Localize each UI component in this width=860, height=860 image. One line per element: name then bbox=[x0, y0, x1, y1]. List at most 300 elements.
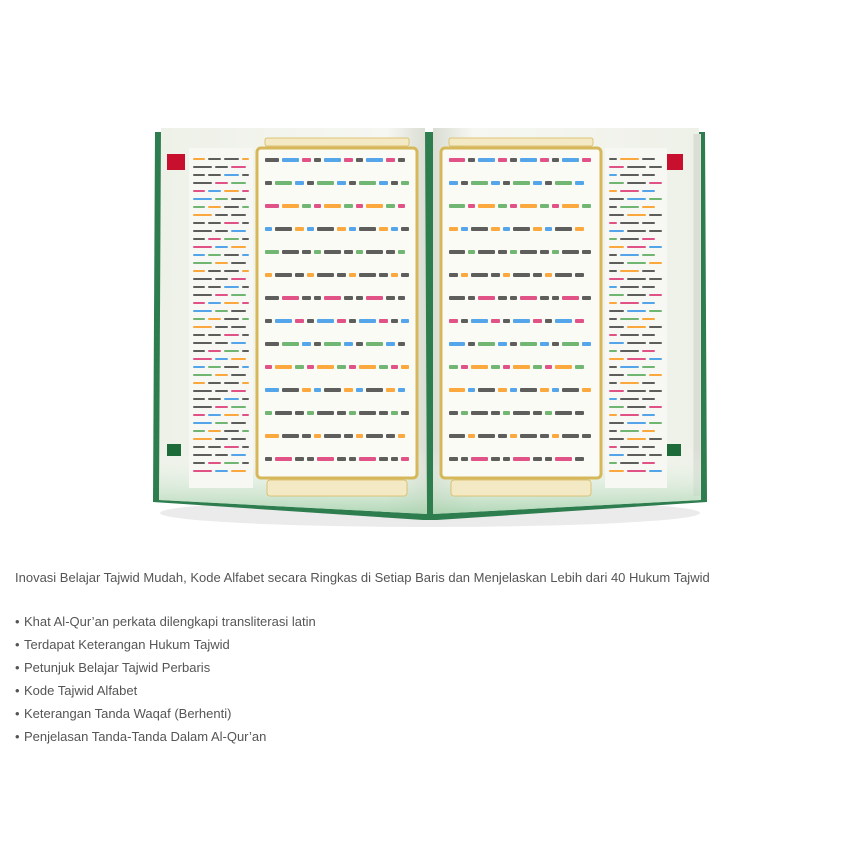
text-stroke bbox=[302, 434, 311, 438]
text-stroke bbox=[242, 334, 249, 336]
text-stroke bbox=[510, 204, 517, 208]
text-stroke bbox=[208, 254, 221, 256]
feature-text: Terdapat Keterangan Hukum Tajwid bbox=[24, 637, 230, 652]
text-stroke bbox=[533, 319, 542, 323]
text-stroke bbox=[242, 318, 249, 320]
text-stroke bbox=[307, 181, 314, 185]
text-stroke bbox=[314, 388, 321, 392]
text-stroke bbox=[620, 158, 639, 160]
text-stroke bbox=[555, 181, 572, 185]
text-stroke bbox=[193, 158, 205, 160]
text-stroke bbox=[582, 158, 591, 162]
text-stroke bbox=[649, 470, 662, 472]
text-stroke bbox=[366, 388, 383, 392]
text-stroke bbox=[609, 454, 624, 456]
text-stroke bbox=[302, 342, 311, 346]
text-stroke bbox=[540, 388, 549, 392]
text-stroke bbox=[627, 230, 646, 232]
text-stroke bbox=[193, 198, 212, 200]
text-stroke bbox=[193, 222, 205, 224]
text-stroke bbox=[609, 342, 624, 344]
text-stroke bbox=[627, 310, 646, 312]
text-stroke bbox=[215, 198, 228, 200]
text-stroke bbox=[307, 319, 314, 323]
text-stroke bbox=[520, 204, 537, 208]
text-stroke bbox=[242, 270, 249, 272]
text-stroke bbox=[491, 181, 500, 185]
text-stroke bbox=[265, 227, 272, 231]
text-stroke bbox=[649, 262, 662, 264]
text-stroke bbox=[513, 365, 530, 369]
text-stroke bbox=[642, 270, 655, 272]
text-stroke bbox=[609, 334, 617, 336]
text-stroke bbox=[242, 286, 249, 288]
text-stroke bbox=[337, 411, 346, 415]
text-stroke bbox=[208, 462, 221, 464]
text-stroke bbox=[620, 350, 639, 352]
text-stroke bbox=[349, 319, 356, 323]
text-stroke bbox=[242, 206, 249, 208]
text-stroke bbox=[302, 296, 311, 300]
text-stroke bbox=[215, 422, 228, 424]
text-stroke bbox=[307, 365, 314, 369]
text-stroke bbox=[208, 302, 221, 304]
text-stroke bbox=[208, 270, 221, 272]
text-stroke bbox=[208, 238, 221, 240]
text-stroke bbox=[468, 388, 475, 392]
feature-text: Penjelasan Tanda-Tanda Dalam Al-Qur’an bbox=[24, 729, 267, 744]
text-stroke bbox=[349, 457, 356, 461]
text-stroke bbox=[520, 434, 537, 438]
text-stroke bbox=[478, 296, 495, 300]
text-stroke bbox=[193, 446, 205, 448]
text-stroke bbox=[609, 310, 624, 312]
text-stroke bbox=[533, 365, 542, 369]
text-stroke bbox=[215, 438, 228, 440]
text-stroke bbox=[242, 382, 249, 384]
text-stroke bbox=[575, 181, 584, 185]
text-stroke bbox=[307, 227, 314, 231]
text-stroke bbox=[349, 411, 356, 415]
text-stroke bbox=[193, 366, 205, 368]
text-stroke bbox=[324, 250, 341, 254]
text-stroke bbox=[224, 158, 239, 160]
text-stroke bbox=[478, 434, 495, 438]
text-stroke bbox=[344, 388, 353, 392]
text-stroke bbox=[609, 438, 624, 440]
text-stroke bbox=[642, 430, 655, 432]
text-stroke bbox=[552, 250, 559, 254]
text-stroke bbox=[282, 204, 299, 208]
text-stroke bbox=[478, 388, 495, 392]
text-stroke bbox=[649, 438, 662, 440]
text-stroke bbox=[324, 204, 341, 208]
text-stroke bbox=[582, 250, 591, 254]
list-item bbox=[15, 660, 316, 683]
text-stroke bbox=[208, 366, 221, 368]
text-stroke bbox=[533, 457, 542, 461]
text-stroke bbox=[208, 398, 221, 400]
text-stroke bbox=[449, 273, 458, 277]
text-stroke bbox=[193, 358, 212, 360]
text-stroke bbox=[356, 296, 363, 300]
text-stroke bbox=[498, 342, 507, 346]
text-stroke bbox=[282, 250, 299, 254]
text-stroke bbox=[208, 334, 221, 336]
text-stroke bbox=[609, 278, 624, 280]
text-stroke bbox=[193, 390, 212, 392]
text-stroke bbox=[391, 365, 398, 369]
text-stroke bbox=[609, 214, 624, 216]
text-stroke bbox=[265, 204, 279, 208]
text-stroke bbox=[555, 457, 572, 461]
text-stroke bbox=[215, 342, 228, 344]
bullet: • bbox=[15, 706, 20, 721]
text-stroke bbox=[562, 388, 579, 392]
text-stroke bbox=[642, 302, 655, 304]
text-stroke bbox=[275, 411, 292, 415]
text-stroke bbox=[242, 398, 249, 400]
text-stroke bbox=[307, 273, 314, 277]
text-stroke bbox=[215, 470, 228, 472]
text-stroke bbox=[562, 342, 579, 346]
text-stroke bbox=[193, 454, 212, 456]
feature-text: Khat Al-Qur’an perkata dilengkapi transliterasi latin bbox=[24, 614, 316, 629]
text-stroke bbox=[471, 457, 488, 461]
text-stroke bbox=[215, 182, 228, 184]
text-stroke bbox=[231, 214, 246, 216]
text-stroke bbox=[540, 434, 549, 438]
text-stroke bbox=[620, 366, 639, 368]
text-stroke bbox=[295, 319, 304, 323]
text-stroke bbox=[275, 457, 292, 461]
text-stroke bbox=[513, 273, 530, 277]
text-stroke bbox=[193, 182, 212, 184]
text-stroke bbox=[224, 206, 239, 208]
text-stroke bbox=[627, 390, 646, 392]
text-stroke bbox=[468, 296, 475, 300]
text-stroke bbox=[242, 174, 249, 176]
text-stroke bbox=[386, 388, 395, 392]
text-stroke bbox=[540, 250, 549, 254]
text-stroke bbox=[533, 273, 542, 277]
text-stroke bbox=[302, 158, 311, 162]
text-stroke bbox=[231, 166, 246, 168]
text-stroke bbox=[337, 365, 346, 369]
text-stroke bbox=[575, 227, 584, 231]
text-stroke bbox=[314, 250, 321, 254]
text-stroke bbox=[215, 246, 228, 248]
text-stroke bbox=[649, 422, 662, 424]
text-stroke bbox=[379, 181, 388, 185]
text-stroke bbox=[520, 296, 537, 300]
text-stroke bbox=[510, 342, 517, 346]
text-stroke bbox=[314, 204, 321, 208]
feature-list bbox=[15, 614, 316, 752]
text-stroke bbox=[510, 158, 517, 162]
text-stroke bbox=[627, 342, 646, 344]
text-stroke bbox=[649, 390, 662, 392]
text-stroke bbox=[215, 326, 228, 328]
text-stroke bbox=[302, 388, 311, 392]
text-stroke bbox=[265, 342, 279, 346]
open-quran-book-image bbox=[145, 118, 715, 550]
text-stroke bbox=[540, 204, 549, 208]
text-stroke bbox=[231, 294, 246, 296]
text-stroke bbox=[215, 278, 228, 280]
text-stroke bbox=[193, 174, 205, 176]
text-stroke bbox=[398, 296, 405, 300]
text-stroke bbox=[609, 374, 624, 376]
text-stroke bbox=[224, 398, 239, 400]
text-stroke bbox=[555, 273, 572, 277]
text-stroke bbox=[366, 250, 383, 254]
text-stroke bbox=[398, 434, 405, 438]
text-stroke bbox=[193, 406, 212, 408]
text-stroke bbox=[609, 174, 617, 176]
text-stroke bbox=[609, 398, 617, 400]
text-stroke bbox=[242, 302, 249, 304]
text-stroke bbox=[503, 411, 510, 415]
text-stroke bbox=[609, 350, 617, 352]
text-stroke bbox=[575, 273, 584, 277]
text-stroke bbox=[314, 342, 321, 346]
text-stroke bbox=[359, 273, 376, 277]
text-stroke bbox=[401, 227, 409, 231]
text-stroke bbox=[193, 470, 212, 472]
text-stroke bbox=[224, 430, 239, 432]
text-stroke bbox=[224, 334, 239, 336]
text-stroke bbox=[609, 358, 624, 360]
text-stroke bbox=[231, 198, 246, 200]
text-stroke bbox=[582, 434, 591, 438]
text-stroke bbox=[401, 411, 409, 415]
text-stroke bbox=[540, 296, 549, 300]
text-stroke bbox=[471, 365, 488, 369]
text-stroke bbox=[620, 334, 639, 336]
text-stroke bbox=[642, 398, 655, 400]
text-stroke bbox=[282, 388, 299, 392]
text-stroke bbox=[545, 411, 552, 415]
text-stroke bbox=[449, 434, 465, 438]
text-stroke bbox=[295, 181, 304, 185]
text-stroke bbox=[398, 204, 405, 208]
text-stroke bbox=[562, 158, 579, 162]
text-stroke bbox=[620, 238, 639, 240]
text-stroke bbox=[609, 286, 617, 288]
text-stroke bbox=[386, 250, 395, 254]
text-stroke bbox=[208, 350, 221, 352]
text-stroke bbox=[242, 446, 249, 448]
text-stroke bbox=[642, 206, 655, 208]
text-stroke bbox=[582, 296, 591, 300]
text-stroke bbox=[513, 411, 530, 415]
text-stroke bbox=[224, 286, 239, 288]
text-stroke bbox=[242, 366, 249, 368]
text-stroke bbox=[208, 430, 221, 432]
text-stroke bbox=[642, 222, 655, 224]
text-stroke bbox=[620, 206, 639, 208]
text-stroke bbox=[555, 227, 572, 231]
text-stroke bbox=[609, 262, 624, 264]
text-stroke bbox=[193, 350, 205, 352]
text-stroke bbox=[642, 350, 655, 352]
text-stroke bbox=[398, 342, 405, 346]
text-stroke bbox=[449, 227, 458, 231]
text-stroke bbox=[609, 414, 617, 416]
text-stroke bbox=[498, 204, 507, 208]
text-stroke bbox=[314, 434, 321, 438]
text-stroke bbox=[231, 310, 246, 312]
text-stroke bbox=[620, 462, 639, 464]
text-stroke bbox=[193, 206, 205, 208]
text-stroke bbox=[314, 158, 321, 162]
text-stroke bbox=[609, 302, 617, 304]
text-stroke bbox=[265, 365, 272, 369]
text-stroke bbox=[627, 438, 646, 440]
text-stroke bbox=[401, 457, 409, 461]
text-stroke bbox=[468, 342, 475, 346]
text-stroke bbox=[627, 294, 646, 296]
text-stroke bbox=[510, 434, 517, 438]
text-stroke bbox=[317, 227, 334, 231]
text-stroke bbox=[193, 230, 212, 232]
text-stroke bbox=[231, 278, 246, 280]
text-stroke bbox=[468, 250, 475, 254]
text-stroke bbox=[386, 158, 395, 162]
text-stroke bbox=[552, 342, 559, 346]
text-stroke bbox=[231, 246, 246, 248]
text-stroke bbox=[513, 319, 530, 323]
text-stroke bbox=[609, 318, 617, 320]
text-stroke bbox=[208, 222, 221, 224]
text-stroke bbox=[208, 286, 221, 288]
text-stroke bbox=[401, 181, 409, 185]
text-stroke bbox=[193, 382, 205, 384]
text-stroke bbox=[449, 250, 465, 254]
text-stroke bbox=[609, 390, 624, 392]
text-stroke bbox=[401, 273, 409, 277]
text-stroke bbox=[208, 318, 221, 320]
text-stroke bbox=[545, 227, 552, 231]
text-stroke bbox=[231, 230, 246, 232]
text-stroke bbox=[620, 254, 639, 256]
list-item bbox=[15, 683, 316, 706]
text-stroke bbox=[471, 181, 488, 185]
text-stroke bbox=[231, 470, 246, 472]
text-stroke bbox=[642, 286, 655, 288]
text-stroke bbox=[642, 414, 655, 416]
text-stroke bbox=[265, 457, 272, 461]
text-stroke bbox=[620, 286, 639, 288]
text-stroke bbox=[282, 158, 299, 162]
text-stroke bbox=[193, 398, 205, 400]
text-stroke bbox=[491, 411, 500, 415]
text-stroke bbox=[386, 434, 395, 438]
text-stroke bbox=[208, 446, 221, 448]
text-stroke bbox=[609, 470, 624, 472]
text-stroke bbox=[317, 319, 334, 323]
text-stroke bbox=[498, 434, 507, 438]
text-stroke bbox=[649, 342, 662, 344]
text-stroke bbox=[620, 190, 639, 192]
text-stroke bbox=[349, 273, 356, 277]
text-stroke bbox=[478, 342, 495, 346]
text-stroke bbox=[275, 181, 292, 185]
text-stroke bbox=[449, 319, 458, 323]
text-stroke bbox=[503, 457, 510, 461]
text-stroke bbox=[562, 204, 579, 208]
text-stroke bbox=[344, 342, 353, 346]
text-stroke bbox=[265, 296, 279, 300]
text-stroke bbox=[193, 190, 205, 192]
text-stroke bbox=[359, 411, 376, 415]
text-stroke bbox=[215, 262, 228, 264]
text-stroke bbox=[242, 190, 249, 192]
text-stroke bbox=[349, 227, 356, 231]
text-stroke bbox=[215, 230, 228, 232]
text-stroke bbox=[337, 273, 346, 277]
text-stroke bbox=[642, 382, 655, 384]
text-stroke bbox=[344, 250, 353, 254]
text-stroke bbox=[545, 273, 552, 277]
text-stroke bbox=[356, 342, 363, 346]
text-stroke bbox=[642, 446, 655, 448]
text-stroke bbox=[471, 411, 488, 415]
text-stroke bbox=[349, 181, 356, 185]
text-stroke bbox=[386, 204, 395, 208]
text-stroke bbox=[649, 374, 662, 376]
text-stroke bbox=[224, 302, 239, 304]
text-stroke bbox=[545, 319, 552, 323]
text-stroke bbox=[215, 358, 228, 360]
text-stroke bbox=[520, 342, 537, 346]
text-stroke bbox=[391, 273, 398, 277]
text-stroke bbox=[265, 158, 279, 162]
text-stroke bbox=[366, 434, 383, 438]
text-stroke bbox=[552, 434, 559, 438]
text-stroke bbox=[627, 262, 646, 264]
text-stroke bbox=[379, 457, 388, 461]
text-stroke bbox=[356, 250, 363, 254]
text-stroke bbox=[609, 254, 617, 256]
text-stroke bbox=[193, 422, 212, 424]
text-stroke bbox=[642, 158, 655, 160]
text-stroke bbox=[224, 446, 239, 448]
text-stroke bbox=[224, 318, 239, 320]
text-stroke bbox=[193, 462, 205, 464]
text-stroke bbox=[627, 246, 646, 248]
text-stroke bbox=[609, 430, 617, 432]
text-stroke bbox=[609, 230, 624, 232]
text-stroke bbox=[224, 350, 239, 352]
text-stroke bbox=[302, 250, 311, 254]
text-stroke bbox=[609, 206, 617, 208]
text-stroke bbox=[193, 254, 205, 256]
text-stroke bbox=[609, 190, 617, 192]
text-stroke bbox=[649, 406, 662, 408]
text-stroke bbox=[379, 319, 388, 323]
text-stroke bbox=[478, 158, 495, 162]
text-stroke bbox=[265, 181, 272, 185]
text-stroke bbox=[471, 227, 488, 231]
text-stroke bbox=[609, 422, 624, 424]
text-stroke bbox=[513, 181, 530, 185]
text-stroke bbox=[359, 319, 376, 323]
text-stroke bbox=[215, 390, 228, 392]
text-stroke bbox=[642, 174, 655, 176]
text-stroke bbox=[193, 326, 212, 328]
